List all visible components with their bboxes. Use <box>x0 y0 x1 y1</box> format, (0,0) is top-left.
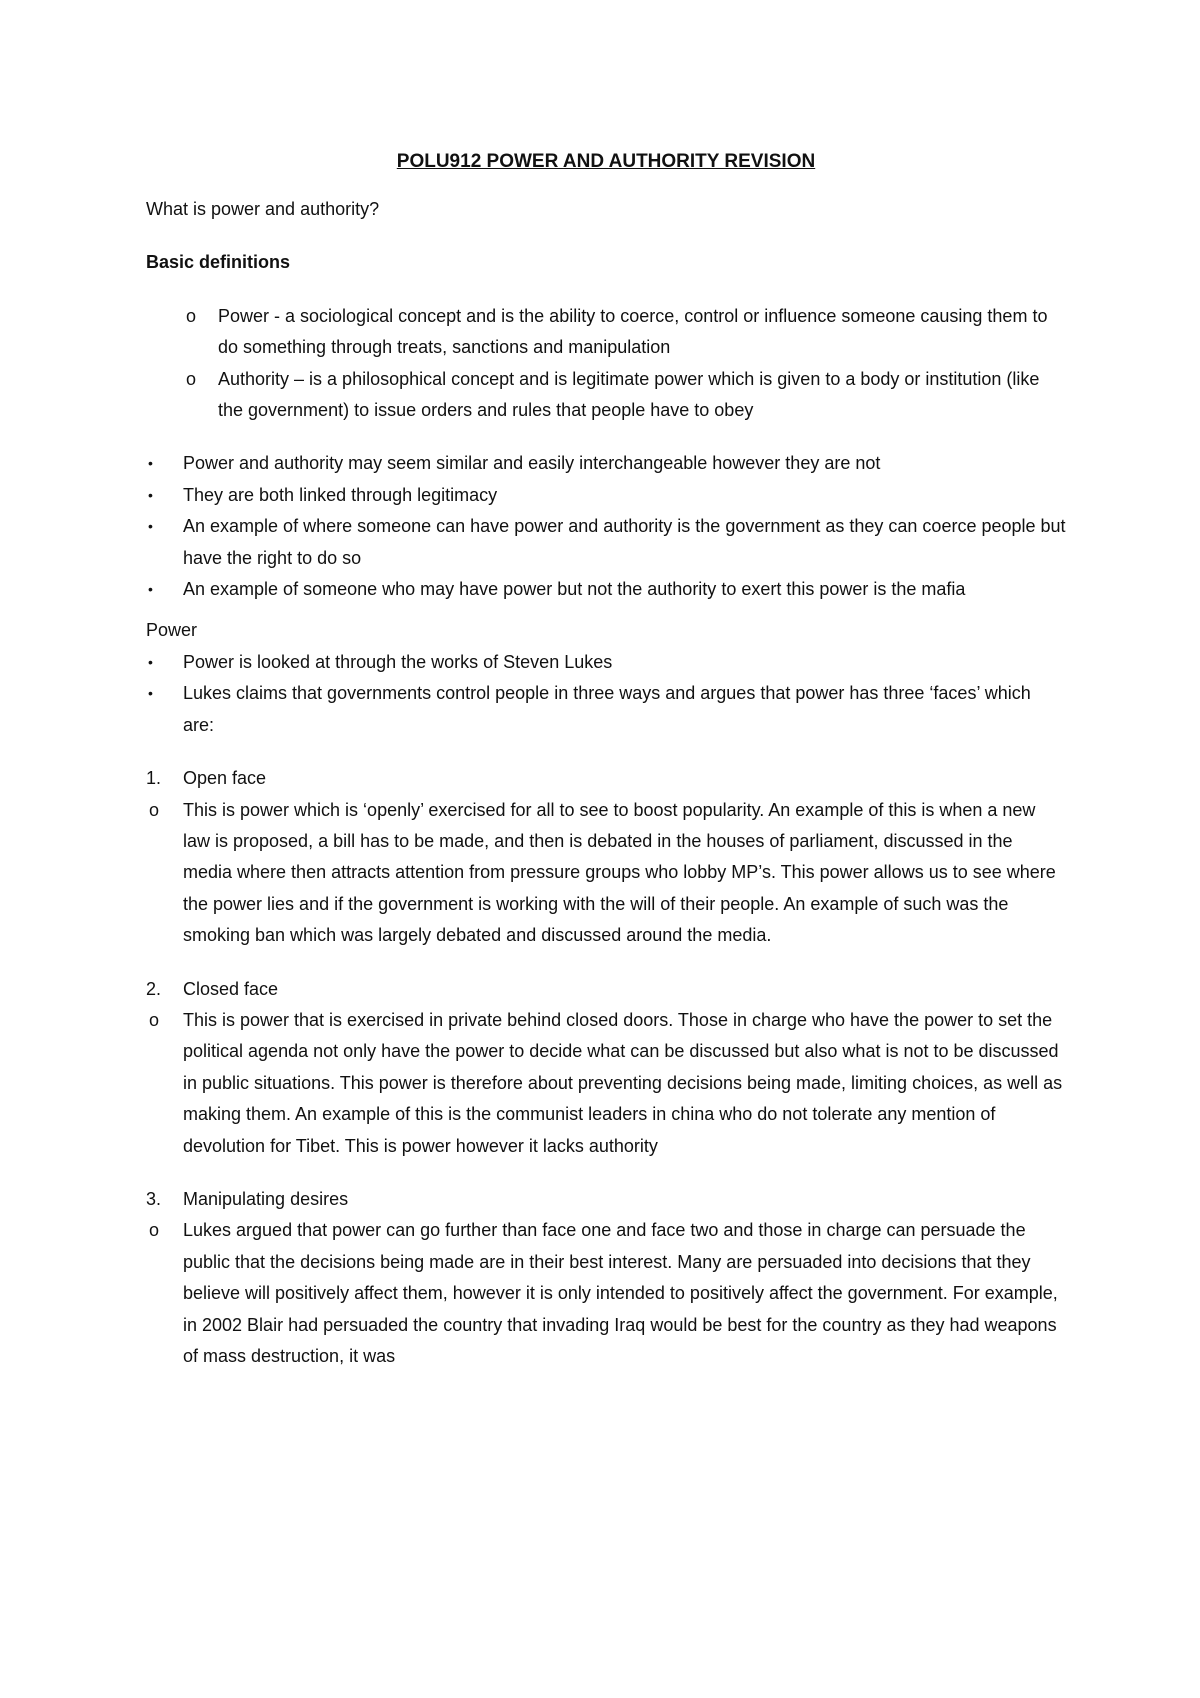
face-heading <box>146 974 1066 1005</box>
basic-definitions-heading: Basic definitions <box>146 252 291 273</box>
circle-bullet-icon: o <box>186 368 197 389</box>
bullet-item <box>146 480 1066 511</box>
bullet-icon: • <box>148 581 153 598</box>
bullet-item <box>146 448 1066 479</box>
bullet-text: Lukes claims that governments control people in three ways and argues that power has three ‘faces’ which are: <box>183 683 1031 735</box>
face-number: 1. <box>146 768 162 789</box>
bullet-item <box>146 511 1066 574</box>
bullet-text: An example of someone who may have power but not the authority to exert this power is the mafia <box>183 579 966 600</box>
face-description <box>146 1005 1066 1162</box>
face-number: 3. <box>146 1188 162 1209</box>
circle-bullet-icon: o <box>149 1220 160 1241</box>
face-title: Manipulating desires <box>183 1188 349 1209</box>
bullet-icon: • <box>148 518 153 535</box>
face-description <box>146 1215 1066 1372</box>
bullet-item <box>146 678 1066 741</box>
face-text: This is power which is ‘openly’ exercised for all to see to boost popularity. An example of this is when a new law is proposed, a bill has to be made, and then is debated in the houses of parliament, discussed in the media where then attracts attention from pressure groups who lobby MP’s. This power allows us to see where the power lies and if the government is working with the will of their people. An example of such was the smoking ban which was largely debated and discussed around the media. <box>183 799 1056 946</box>
document-title: POLU912 POWER AND AUTHORITY REVISION <box>396 151 816 172</box>
circle-bullet-icon: o <box>149 799 160 820</box>
bullet-item <box>146 647 1066 678</box>
bullet-text: Power and authority may seem similar and easily interchangeable however they are not <box>183 453 881 474</box>
face-heading <box>146 1184 1066 1215</box>
face-heading <box>146 763 1066 794</box>
bullet-text: They are both linked through legitimacy <box>183 484 498 505</box>
face-text: Lukes argued that power can go further than face one and face two and those in charge can persuade the public that the decisions being made are in their best interest. Many are persuaded into decisions that they believe will positively affect them, however it is only intended to positively affect the government. For example, in 2002 Blair had persuaded the country that invading Iraq would be best for the country as they had weapons of mass destruction, it was <box>183 1220 1058 1366</box>
face-description <box>146 795 1066 952</box>
face-title: Open face <box>183 768 267 789</box>
circle-bullet-icon: o <box>149 1009 160 1030</box>
definition-text: Power - a sociological concept and is the ability to coerce, control or influence someone causing them to do something through treats, sanctions and manipulation <box>218 305 1048 358</box>
intro-question: What is power and authority? <box>146 199 380 219</box>
face-title: Closed face <box>183 978 279 999</box>
definition-text: Authority – is a philosophical concept and is legitimate power which is given to a body or institution (like the government) to issue orders and rules that people have to obey <box>218 368 1040 421</box>
circle-bullet-icon: o <box>186 305 197 326</box>
document-body <box>146 150 1066 1372</box>
bullet-icon: • <box>148 685 153 702</box>
face-number: 2. <box>146 978 162 999</box>
definition-item <box>146 364 1066 427</box>
definition-item <box>146 301 1066 364</box>
bullet-icon: • <box>148 653 153 670</box>
bullet-item <box>146 574 1066 605</box>
bullet-text: An example of where someone can have power and authority is the government as they can coerce people but have the right to do so <box>183 516 1066 568</box>
bullet-icon: • <box>148 486 153 503</box>
bullet-text: Power is looked at through the works of Steven Lukes <box>183 651 613 672</box>
face-text: This is power that is exercised in private behind closed doors. Those in charge who have the power to set the political agenda not only have the power to decide what can be discussed but also what is not to be discussed in public situations. This power is therefore about preventing decisions being made, limiting choices, as well as making them. An example of this is the communist leaders in china who do not tolerate any mention of devolution for Tibet. This is power however it lacks authority <box>183 1009 1063 1156</box>
power-heading: Power <box>146 620 198 641</box>
bullet-icon: • <box>148 455 153 472</box>
